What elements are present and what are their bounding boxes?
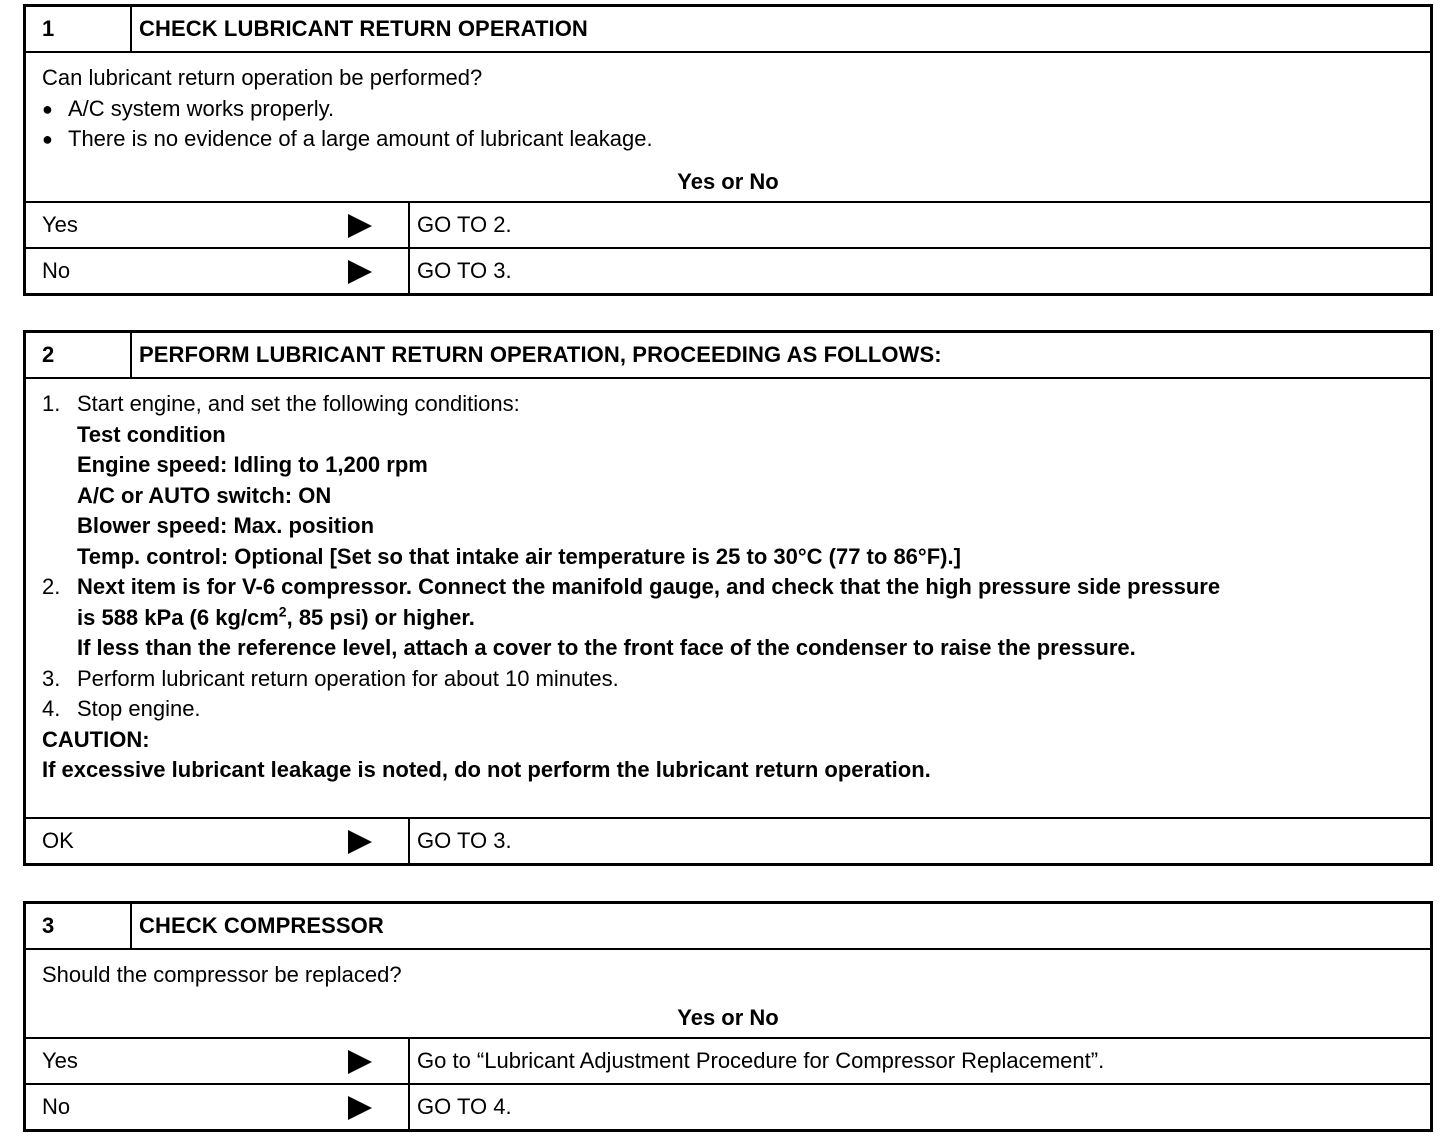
- item-text-continued: If less than the reference level, attach a cover to the front face of the condenser to raise the pressure.: [77, 635, 1136, 660]
- step-1-table: [23, 4, 1433, 296]
- bullet-item: [42, 94, 1414, 125]
- step-3-table: [23, 901, 1433, 1132]
- step-body: [26, 950, 1430, 1037]
- yes-or-no-label: Yes or No: [677, 168, 779, 194]
- answer-row-yes: [26, 1037, 1430, 1083]
- item-text: Stop engine.: [77, 696, 201, 721]
- step-header: [26, 7, 1430, 53]
- item-text: Perform lubricant return operation for about 10 minutes.: [77, 665, 619, 691]
- answer-result: GO TO 3.: [417, 828, 512, 853]
- condition-line: Engine speed: Idling to 1,200 rpm: [77, 452, 428, 477]
- yes-or-no-label: Yes or No: [677, 1004, 779, 1030]
- procedure-item-4: [42, 694, 1414, 725]
- answer-row-yes: [26, 201, 1430, 247]
- step-number: 2: [26, 333, 132, 377]
- caution-label: CAUTION:: [42, 726, 150, 752]
- answer-row-ok: [26, 817, 1430, 863]
- condition-line: Blower speed: Max. position: [77, 513, 375, 538]
- condition-line: A/C or AUTO switch: ON: [77, 482, 332, 508]
- condition-line: Temp. control: Optional [Set so that intake air temperature is 25 to 30°C (77 to 86°F).]: [77, 543, 961, 569]
- answer-label: No: [42, 258, 71, 283]
- answer-row-no: [26, 247, 1430, 293]
- bullet-icon: ●: [42, 98, 53, 119]
- step-title: PERFORM LUBRICANT RETURN OPERATION, PROCEEDING AS FOLLOWS:: [139, 342, 942, 367]
- item-text: Start engine, and set the following conditions:: [77, 391, 520, 416]
- answer-label: Yes: [42, 1048, 78, 1073]
- bullet-icon: ●: [42, 129, 53, 149]
- step-number: 1: [26, 7, 132, 51]
- answer-result: GO TO 2.: [417, 212, 512, 237]
- answer-result: GO TO 3.: [417, 258, 512, 283]
- answer-row-no: [26, 1083, 1430, 1129]
- item-number: 1.: [42, 391, 61, 416]
- procedure-item-1: [42, 389, 1414, 420]
- arrow-right-icon: [348, 830, 372, 854]
- arrow-right-icon: [348, 214, 372, 238]
- answer-label: Yes: [42, 212, 78, 237]
- step-title: CHECK LUBRICANT RETURN OPERATION: [139, 16, 588, 41]
- answer-result: GO TO 4.: [417, 1094, 512, 1119]
- bullet-text: There is no evidence of a large amount of lubricant leakage.: [68, 126, 653, 151]
- step-header: [26, 333, 1430, 379]
- question-text: Should the compressor be replaced?: [42, 962, 402, 987]
- item-text-continued: is 588 kPa (6 $kg/cm^2$, 85 psi) or higher.: [77, 603, 475, 630]
- step-body: [26, 379, 1430, 817]
- bullet-item: [42, 124, 1414, 155]
- item-number: 2.: [42, 574, 61, 599]
- bullet-text: A/C system works properly.: [68, 95, 335, 121]
- item-text: Next item is for V-6 compressor. Connect the manifold gauge, and check that the high pressure side pressure: [77, 574, 1221, 599]
- item-number: 4.: [42, 696, 61, 721]
- caution-text: If excessive lubricant leakage is noted, do not perform the lubricant return operation.: [42, 757, 931, 782]
- question-text: Can lubricant return operation be performed?: [42, 65, 483, 90]
- step-body: [26, 53, 1430, 201]
- procedure-item-2: [42, 572, 1414, 603]
- arrow-right-icon: [348, 1096, 372, 1120]
- arrow-right-icon: [348, 1050, 372, 1074]
- step-header: [26, 904, 1430, 950]
- test-condition-label: Test condition: [77, 421, 226, 447]
- answer-label: OK: [42, 828, 74, 853]
- step-number: 3: [26, 904, 132, 948]
- item-number: 3.: [42, 665, 61, 691]
- step-2-table: [23, 330, 1433, 866]
- answer-result: Go to “Lubricant Adjustment Procedure for Compressor Replacement”.: [417, 1048, 1105, 1073]
- procedure-item-3: [42, 664, 1414, 695]
- step-title: CHECK COMPRESSOR: [139, 913, 384, 938]
- arrow-right-icon: [348, 260, 372, 284]
- answer-label: No: [42, 1094, 71, 1119]
